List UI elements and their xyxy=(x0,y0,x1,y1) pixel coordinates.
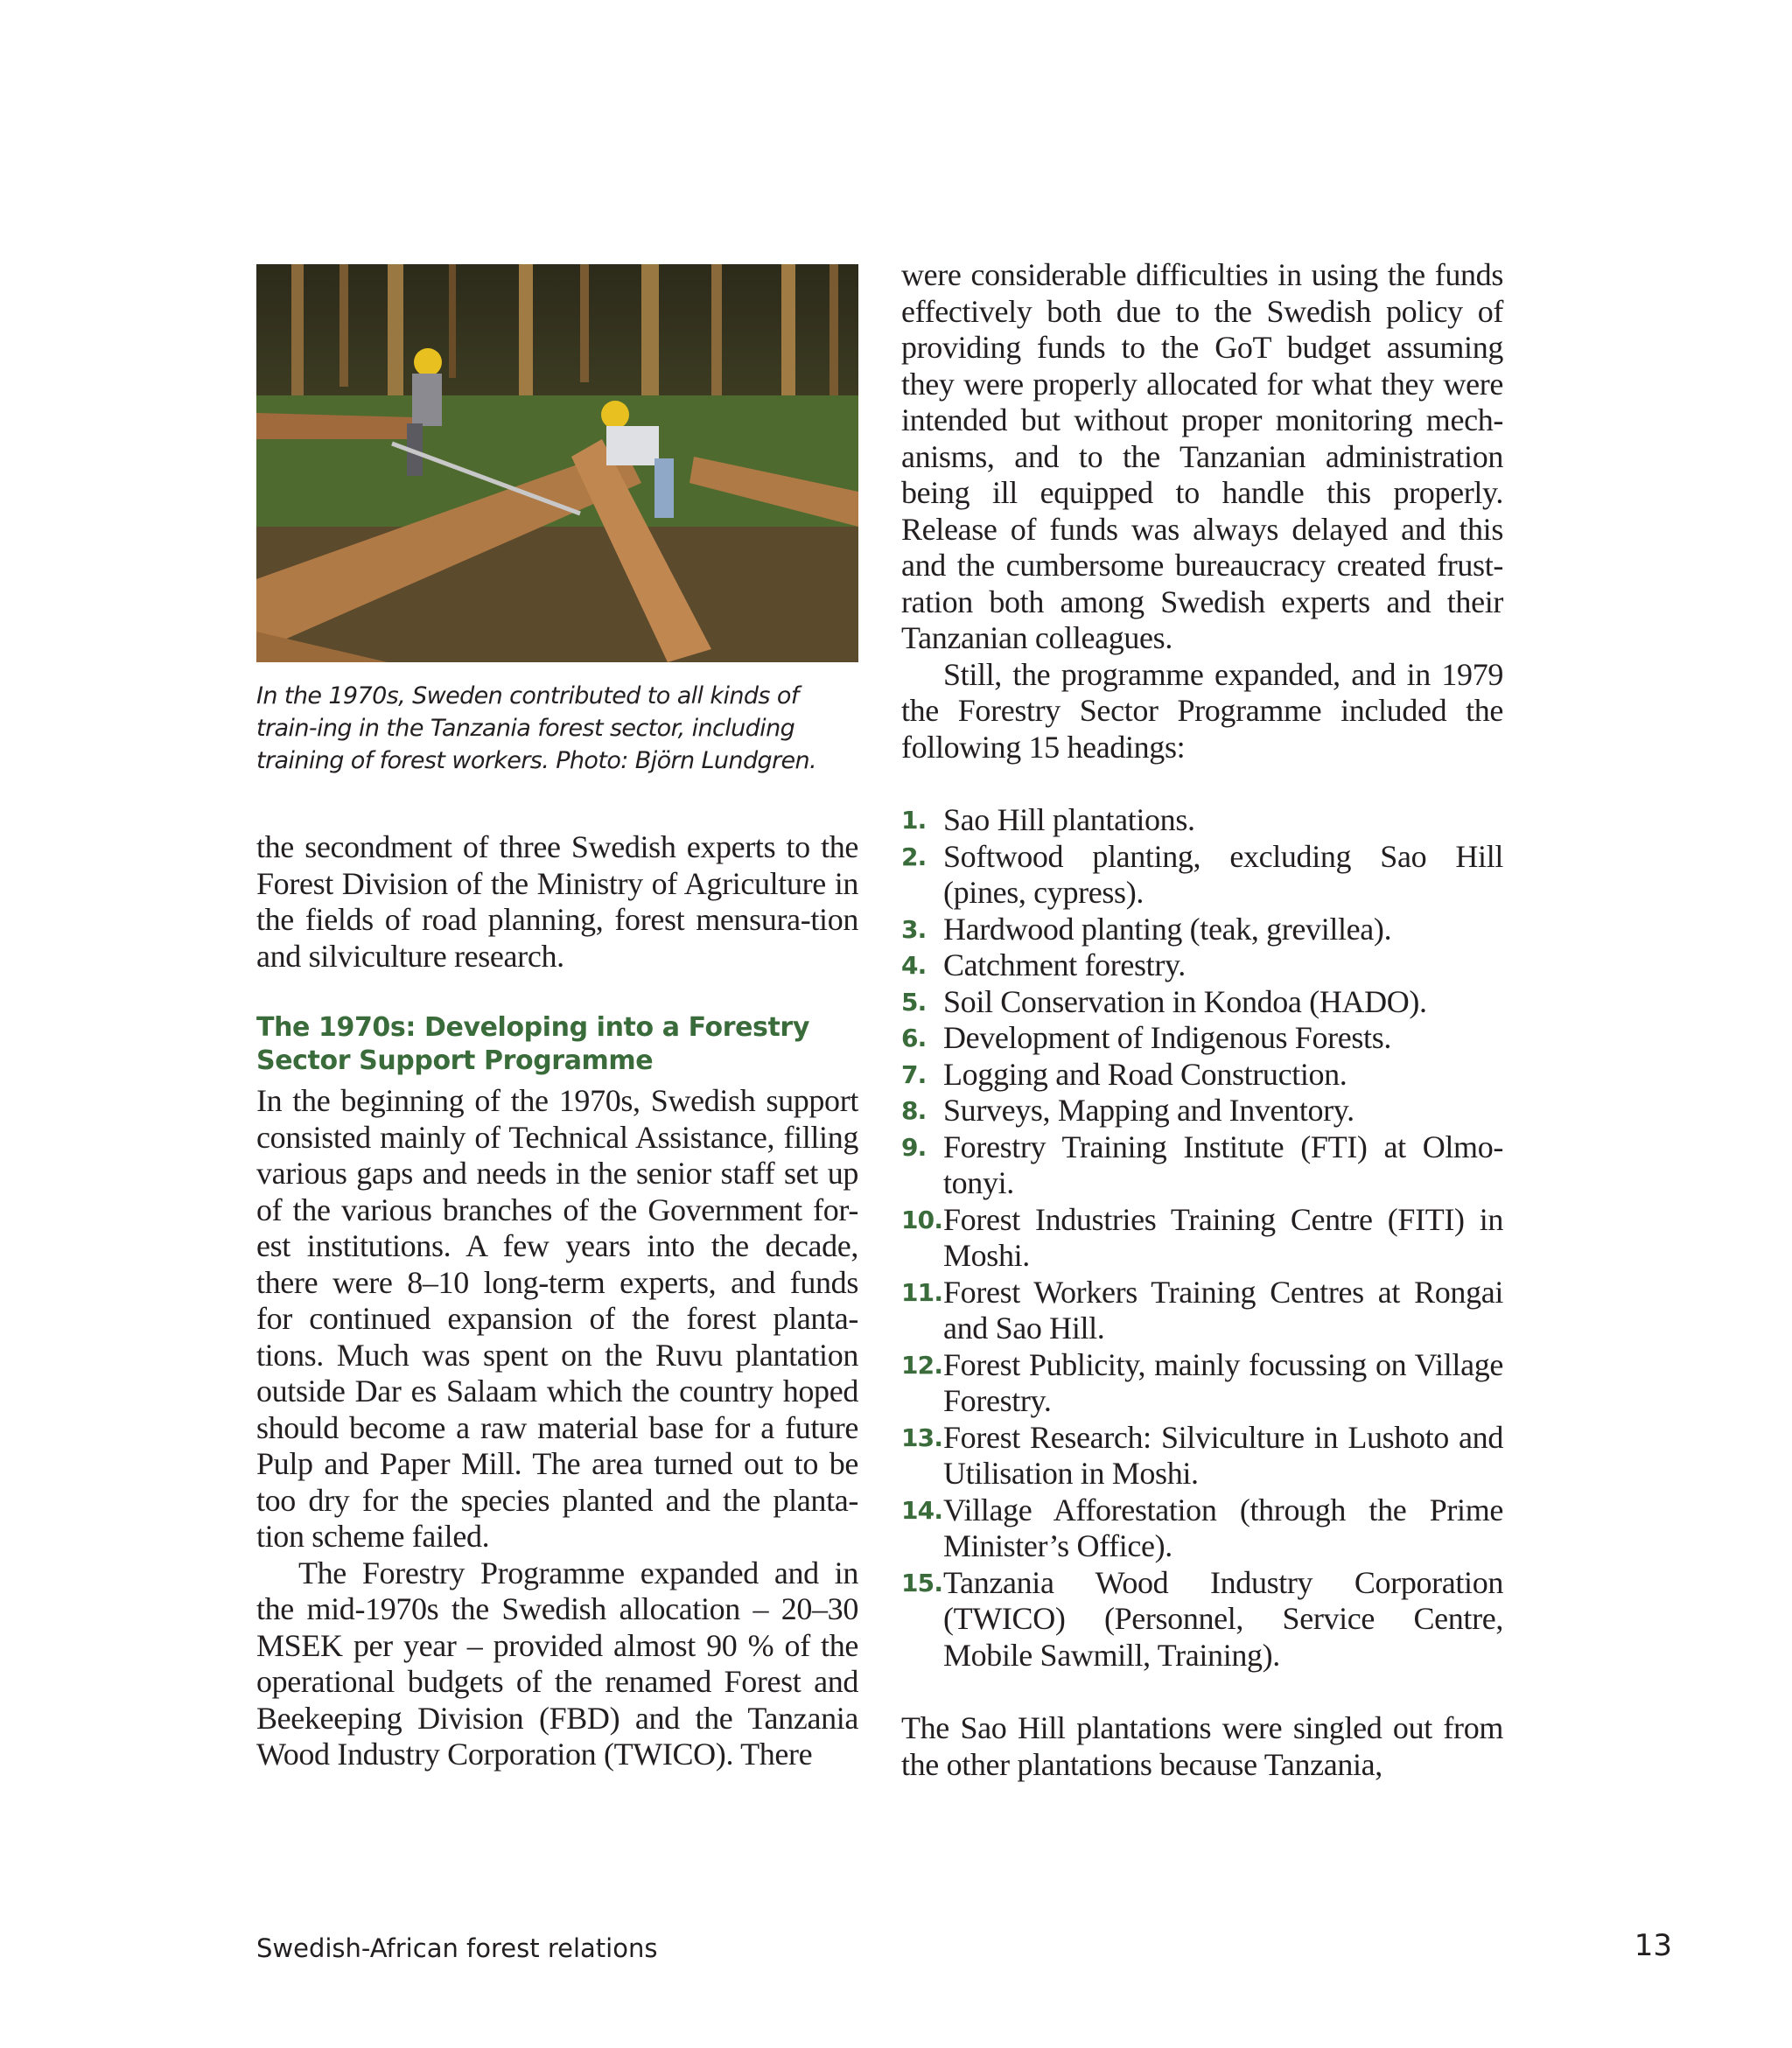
list-number: 7. xyxy=(901,1059,927,1089)
list-number: 3. xyxy=(901,914,927,944)
list-text: Catchment forestry. xyxy=(943,947,1186,982)
list-number: 14. xyxy=(901,1495,943,1525)
list-number: 11. xyxy=(901,1277,943,1307)
photo-caption: In the 1970s, Sweden contributed to all kinds of train-ing in the Tanzania forest sector, including training of forest workers. Photo: Björn Lundgren. xyxy=(256,682,817,774)
list-item xyxy=(901,984,1503,1021)
list-text: Logging and Road Construction. xyxy=(943,1056,1348,1092)
list-text: Forest Workers Training Centres at Rongai and Sao Hill. xyxy=(943,1274,1503,1346)
list-number: 6. xyxy=(901,1024,927,1052)
left-paragraph-3: The Forestry Programme expanded and in the mid-1970s the Swedish allocation – 20–30 MSEK per year – provided almost 90 % of the operational budgets of the renamed Forest and Beekeeping Division (FBD) and the Tanzania Wood Industry Corporation (TWICO). There xyxy=(256,1555,858,1772)
list-number: 1. xyxy=(901,806,927,835)
list-number: 15. xyxy=(901,1568,943,1597)
list-item xyxy=(901,912,1503,948)
list-number: 8. xyxy=(901,1096,927,1125)
list-text: Forestry Training Institute (FTI) at Olmo-tonyi. xyxy=(943,1129,1503,1200)
list-item xyxy=(901,839,1503,912)
list-number: 5. xyxy=(901,987,927,1017)
list-number: 10. xyxy=(901,1205,943,1234)
left-paragraph-2: In the beginning of the 1970s, Swedish support consisted mainly of Technical Assistance, filling various gaps and needs in the senior staff set up of the various branches of the Government for-est institutions. A few years into the decade, there were 8–10 long-term experts, and funds for continued expansion of the forest planta-tions. Much was spent on the Ruvu plantation outside Dar es Salaam which the country hoped should become a raw material base for a future Pulp and Paper Mill. The area turned out to be too dry for the species planted and the planta-tion scheme failed. xyxy=(256,1083,858,1554)
list-text: Sao Hill plantations. xyxy=(943,802,1195,837)
list-text: Softwood planting, excluding Sao Hill (pines, cypress). xyxy=(943,838,1503,910)
list-item xyxy=(901,1492,1503,1565)
right-paragraph-1: were considerable difficulties in using the funds effectively both due to the Swedish policy of providing funds to the GoT budget assuming they were properly allocated for what they were intended but without proper monitoring mech-anisms, and to the Tanzanian administration being ill equipped to handle this properly. Release of funds was always delayed and this and the cumbersome bureaucracy created frust-ration both among Swedish experts and their Tanzanian colleagues. xyxy=(901,257,1503,655)
list-text: Tanzania Wood Industry Corporation (TWICO) (Personnel, Service Centre, Mobile Sawmill, Training). xyxy=(943,1564,1503,1673)
programme-headings-list xyxy=(901,802,1503,1674)
list-item xyxy=(901,802,1503,839)
list-number: 13. xyxy=(901,1422,943,1452)
list-item xyxy=(901,1202,1503,1275)
list-text: Soil Conservation in Kondoa (HADO). xyxy=(943,983,1427,1019)
list-item xyxy=(901,947,1503,984)
list-text: Development of Indigenous Forests. xyxy=(943,1020,1392,1055)
list-item xyxy=(901,1275,1503,1347)
page-number: 13 xyxy=(1634,1928,1672,1963)
list-number: 4. xyxy=(901,951,927,980)
right-paragraph-3: The Sao Hill plantations were singled out from the other plantations because Tanzania, xyxy=(901,1710,1503,1782)
list-text: Village Afforestation (through the Prime Minister’s Office). xyxy=(943,1492,1503,1563)
list-item xyxy=(901,1129,1503,1202)
left-column xyxy=(256,264,858,1773)
list-text: Forest Industries Training Centre (FITI) in Moshi. xyxy=(943,1201,1503,1273)
section-heading: The 1970s: Developing into a Forestry Sector Support Programme xyxy=(256,1012,809,1076)
list-item xyxy=(901,1093,1503,1129)
list-item xyxy=(901,1565,1503,1674)
right-column xyxy=(901,257,1503,1783)
list-item xyxy=(901,1347,1503,1420)
list-text: Forest Research: Silviculture in Lushoto and Utilisation in Moshi. xyxy=(943,1419,1503,1491)
list-text: Forest Publicity, mainly focussing on Village Forestry. xyxy=(943,1346,1503,1418)
list-text: Hardwood planting (teak, grevillea). xyxy=(943,911,1392,947)
list-number: 9. xyxy=(901,1132,927,1162)
list-number: 2. xyxy=(901,842,927,871)
list-item xyxy=(901,1420,1503,1492)
forest-scene-illustration xyxy=(256,264,858,662)
forest-workers-photo xyxy=(256,264,858,662)
list-number: 12. xyxy=(901,1350,943,1380)
list-item xyxy=(901,1020,1503,1057)
running-footer-title: Swedish-African forest relations xyxy=(256,1933,658,1963)
list-item xyxy=(901,1057,1503,1094)
list-text: Surveys, Mapping and Inventory. xyxy=(943,1093,1354,1128)
left-paragraph-1: the secondment of three Swedish experts to the Forest Division of the Ministry of Agriculture in the fields of road planning, forest mensura-tion and silviculture research. xyxy=(256,829,858,974)
right-paragraph-2: Still, the programme expanded, and in 1979 the Forestry Sector Programme included the following 15 headings: xyxy=(901,656,1503,765)
